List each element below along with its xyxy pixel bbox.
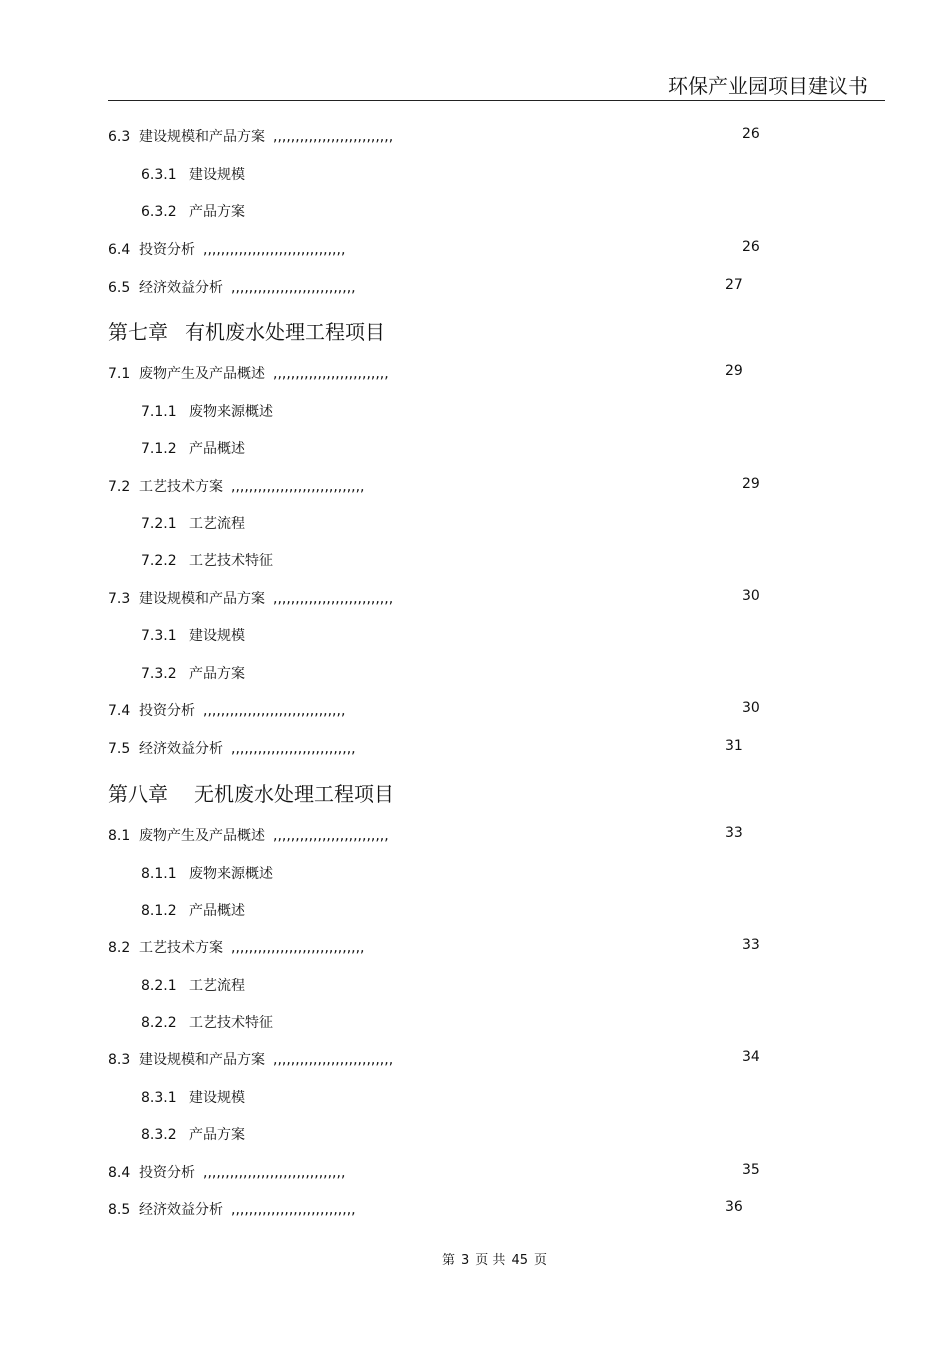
toc-leader: ,,,,,,,,,,,,,,,,,,,,,,,,,, bbox=[273, 828, 389, 844]
toc-title: 产品方案 bbox=[189, 1127, 245, 1143]
toc-title: 投资分析 bbox=[139, 1165, 195, 1181]
toc-number: 6.3.1 bbox=[141, 167, 177, 183]
toc-entry[interactable] bbox=[108, 476, 365, 496]
toc-number: 8.3.1 bbox=[141, 1090, 177, 1106]
toc-leader: ,,,,,,,,,,,,,,,,,,,,,,,,,,, bbox=[273, 129, 394, 145]
toc-title: 建设规模和产品方案 bbox=[139, 129, 265, 145]
toc-entry[interactable] bbox=[108, 1162, 345, 1182]
toc-page-number: 27 bbox=[725, 277, 743, 293]
toc-number: 7.4 bbox=[108, 703, 131, 719]
toc-entry[interactable] bbox=[141, 663, 245, 683]
toc-title: 工艺技术特征 bbox=[189, 1015, 273, 1031]
toc-number: 7.3.1 bbox=[141, 628, 177, 644]
toc-entry[interactable] bbox=[141, 401, 273, 421]
toc-number: 7.3.2 bbox=[141, 666, 177, 682]
toc-entry[interactable] bbox=[141, 438, 245, 458]
toc-title: 产品概述 bbox=[189, 441, 245, 457]
current-page-number: 3 bbox=[461, 1253, 470, 1268]
toc-number: 6.5 bbox=[108, 280, 131, 296]
toc-title: 废物来源概述 bbox=[189, 866, 273, 882]
toc-entry[interactable] bbox=[141, 975, 245, 995]
toc-entry[interactable] bbox=[141, 513, 245, 533]
toc-title: 工艺技术特征 bbox=[189, 553, 273, 569]
toc-number: 8.2 bbox=[108, 940, 131, 956]
toc-entry[interactable] bbox=[108, 700, 345, 720]
toc-number: 8.4 bbox=[108, 1165, 131, 1181]
toc-entry[interactable] bbox=[141, 1124, 245, 1144]
toc-number: 8.1.2 bbox=[141, 903, 177, 919]
footer-suffix: 页 bbox=[533, 1253, 547, 1268]
toc-number: 7.5 bbox=[108, 741, 131, 757]
toc-title: 工艺技术方案 bbox=[139, 479, 223, 495]
toc-entry[interactable] bbox=[108, 937, 365, 957]
toc-title: 工艺流程 bbox=[189, 516, 245, 532]
toc-page-number: 29 bbox=[725, 363, 743, 379]
toc-entry[interactable] bbox=[141, 900, 245, 920]
toc-entry[interactable] bbox=[141, 164, 245, 184]
toc-page-number: 30 bbox=[742, 700, 760, 716]
toc-title: 经济效益分析 bbox=[139, 280, 223, 296]
chapter-heading[interactable] bbox=[108, 316, 385, 345]
toc-page-number: 33 bbox=[742, 937, 760, 953]
toc-number: 8.5 bbox=[108, 1202, 131, 1218]
toc-number: 7.1.1 bbox=[141, 404, 177, 420]
toc-leader: ,,,,,,,,,,,,,,,,,,,,,,,,,,,, bbox=[231, 280, 356, 296]
footer-mid: 页 共 bbox=[475, 1253, 506, 1268]
header-divider bbox=[108, 100, 885, 101]
toc-page-number: 35 bbox=[742, 1162, 760, 1178]
toc-title: 投资分析 bbox=[139, 703, 195, 719]
toc-title: 经济效益分析 bbox=[139, 741, 223, 757]
total-page-count: 45 bbox=[511, 1253, 528, 1268]
toc-entry[interactable] bbox=[108, 1199, 356, 1219]
toc-number: 7.1.2 bbox=[141, 441, 177, 457]
document-title: 环保产业园项目建议书 bbox=[668, 74, 868, 98]
toc-entry[interactable] bbox=[108, 239, 345, 259]
toc-number: 8.1.1 bbox=[141, 866, 177, 882]
toc-entry[interactable] bbox=[108, 738, 356, 758]
toc-title: 废物产生及产品概述 bbox=[139, 828, 265, 844]
toc-entry[interactable] bbox=[108, 126, 393, 146]
toc-number: 6.3 bbox=[108, 129, 131, 145]
toc-number: 8.2.2 bbox=[141, 1015, 177, 1031]
toc-leader: ,,,,,,,,,,,,,,,,,,,,,,,,,,,,,,,, bbox=[203, 1165, 346, 1181]
toc-page-number: 36 bbox=[725, 1199, 743, 1215]
toc-page-number: 31 bbox=[725, 738, 743, 754]
toc-leader: ,,,,,,,,,,,,,,,,,,,,,,,,,,, bbox=[273, 591, 394, 607]
toc-number: 8.3.2 bbox=[141, 1127, 177, 1143]
toc-number: 7.2.1 bbox=[141, 516, 177, 532]
toc-entry[interactable] bbox=[108, 825, 389, 845]
toc-title: 建设规模 bbox=[189, 628, 245, 644]
toc-number: 6.4 bbox=[108, 242, 131, 258]
chapter-title: 有机废水处理工程项目 bbox=[185, 320, 385, 344]
toc-entry[interactable] bbox=[141, 863, 273, 883]
toc-entry[interactable] bbox=[141, 201, 245, 221]
toc-entry[interactable] bbox=[141, 625, 245, 645]
toc-number: 8.3 bbox=[108, 1052, 131, 1068]
toc-title: 废物来源概述 bbox=[189, 404, 273, 420]
page-footer bbox=[0, 1249, 950, 1268]
toc-leader: ,,,,,,,,,,,,,,,,,,,,,,,,,,,,,,,, bbox=[203, 242, 346, 258]
toc-title: 工艺技术方案 bbox=[139, 940, 223, 956]
footer-prefix: 第 bbox=[442, 1253, 456, 1268]
toc-number: 8.1 bbox=[108, 828, 131, 844]
toc-entry[interactable] bbox=[108, 588, 393, 608]
toc-leader: ,,,,,,,,,,,,,,,,,,,,,,,,,,,, bbox=[231, 1202, 356, 1218]
chapter-number: 第七章 bbox=[108, 320, 168, 344]
toc-entry[interactable] bbox=[108, 363, 389, 383]
toc-title: 投资分析 bbox=[139, 242, 195, 258]
toc-page-number: 30 bbox=[742, 588, 760, 604]
toc-title: 废物产生及产品概述 bbox=[139, 366, 265, 382]
toc-title: 工艺流程 bbox=[189, 978, 245, 994]
toc-page-number: 34 bbox=[742, 1049, 760, 1065]
toc-title: 产品方案 bbox=[189, 666, 245, 682]
toc-number: 7.2 bbox=[108, 479, 131, 495]
toc-title: 建设规模 bbox=[189, 1090, 245, 1106]
toc-page-number: 33 bbox=[725, 825, 743, 841]
toc-number: 6.3.2 bbox=[141, 204, 177, 220]
toc-leader: ,,,,,,,,,,,,,,,,,,,,,,,,,,,,,, bbox=[231, 479, 365, 495]
toc-number: 7.3 bbox=[108, 591, 131, 607]
toc-leader: ,,,,,,,,,,,,,,,,,,,,,,,,,, bbox=[273, 366, 389, 382]
chapter-heading[interactable] bbox=[108, 778, 394, 807]
toc-leader: ,,,,,,,,,,,,,,,,,,,,,,,,,,,,,,,, bbox=[203, 703, 346, 719]
toc-number: 7.2.2 bbox=[141, 553, 177, 569]
toc-page-number: 29 bbox=[742, 476, 760, 492]
toc-entry[interactable] bbox=[141, 550, 273, 570]
toc-title: 建设规模和产品方案 bbox=[139, 591, 265, 607]
toc-number: 7.1 bbox=[108, 366, 131, 382]
toc-title: 建设规模和产品方案 bbox=[139, 1052, 265, 1068]
toc-title: 产品概述 bbox=[189, 903, 245, 919]
toc-entry[interactable] bbox=[141, 1012, 273, 1032]
toc-number: 8.2.1 bbox=[141, 978, 177, 994]
toc-title: 建设规模 bbox=[189, 167, 245, 183]
toc-leader: ,,,,,,,,,,,,,,,,,,,,,,,,,,,,,, bbox=[231, 940, 365, 956]
chapter-number: 第八章 bbox=[108, 782, 168, 806]
toc-leader: ,,,,,,,,,,,,,,,,,,,,,,,,,,, bbox=[273, 1052, 394, 1068]
toc-title: 经济效益分析 bbox=[139, 1202, 223, 1218]
toc-entry[interactable] bbox=[141, 1087, 245, 1107]
toc-page-number: 26 bbox=[742, 126, 760, 142]
toc-title: 产品方案 bbox=[189, 204, 245, 220]
toc-entry[interactable] bbox=[108, 277, 356, 297]
toc-leader: ,,,,,,,,,,,,,,,,,,,,,,,,,,,, bbox=[231, 741, 356, 757]
chapter-title: 无机废水处理工程项目 bbox=[194, 782, 394, 806]
toc-entry[interactable] bbox=[108, 1049, 393, 1069]
toc-page-number: 26 bbox=[742, 239, 760, 255]
